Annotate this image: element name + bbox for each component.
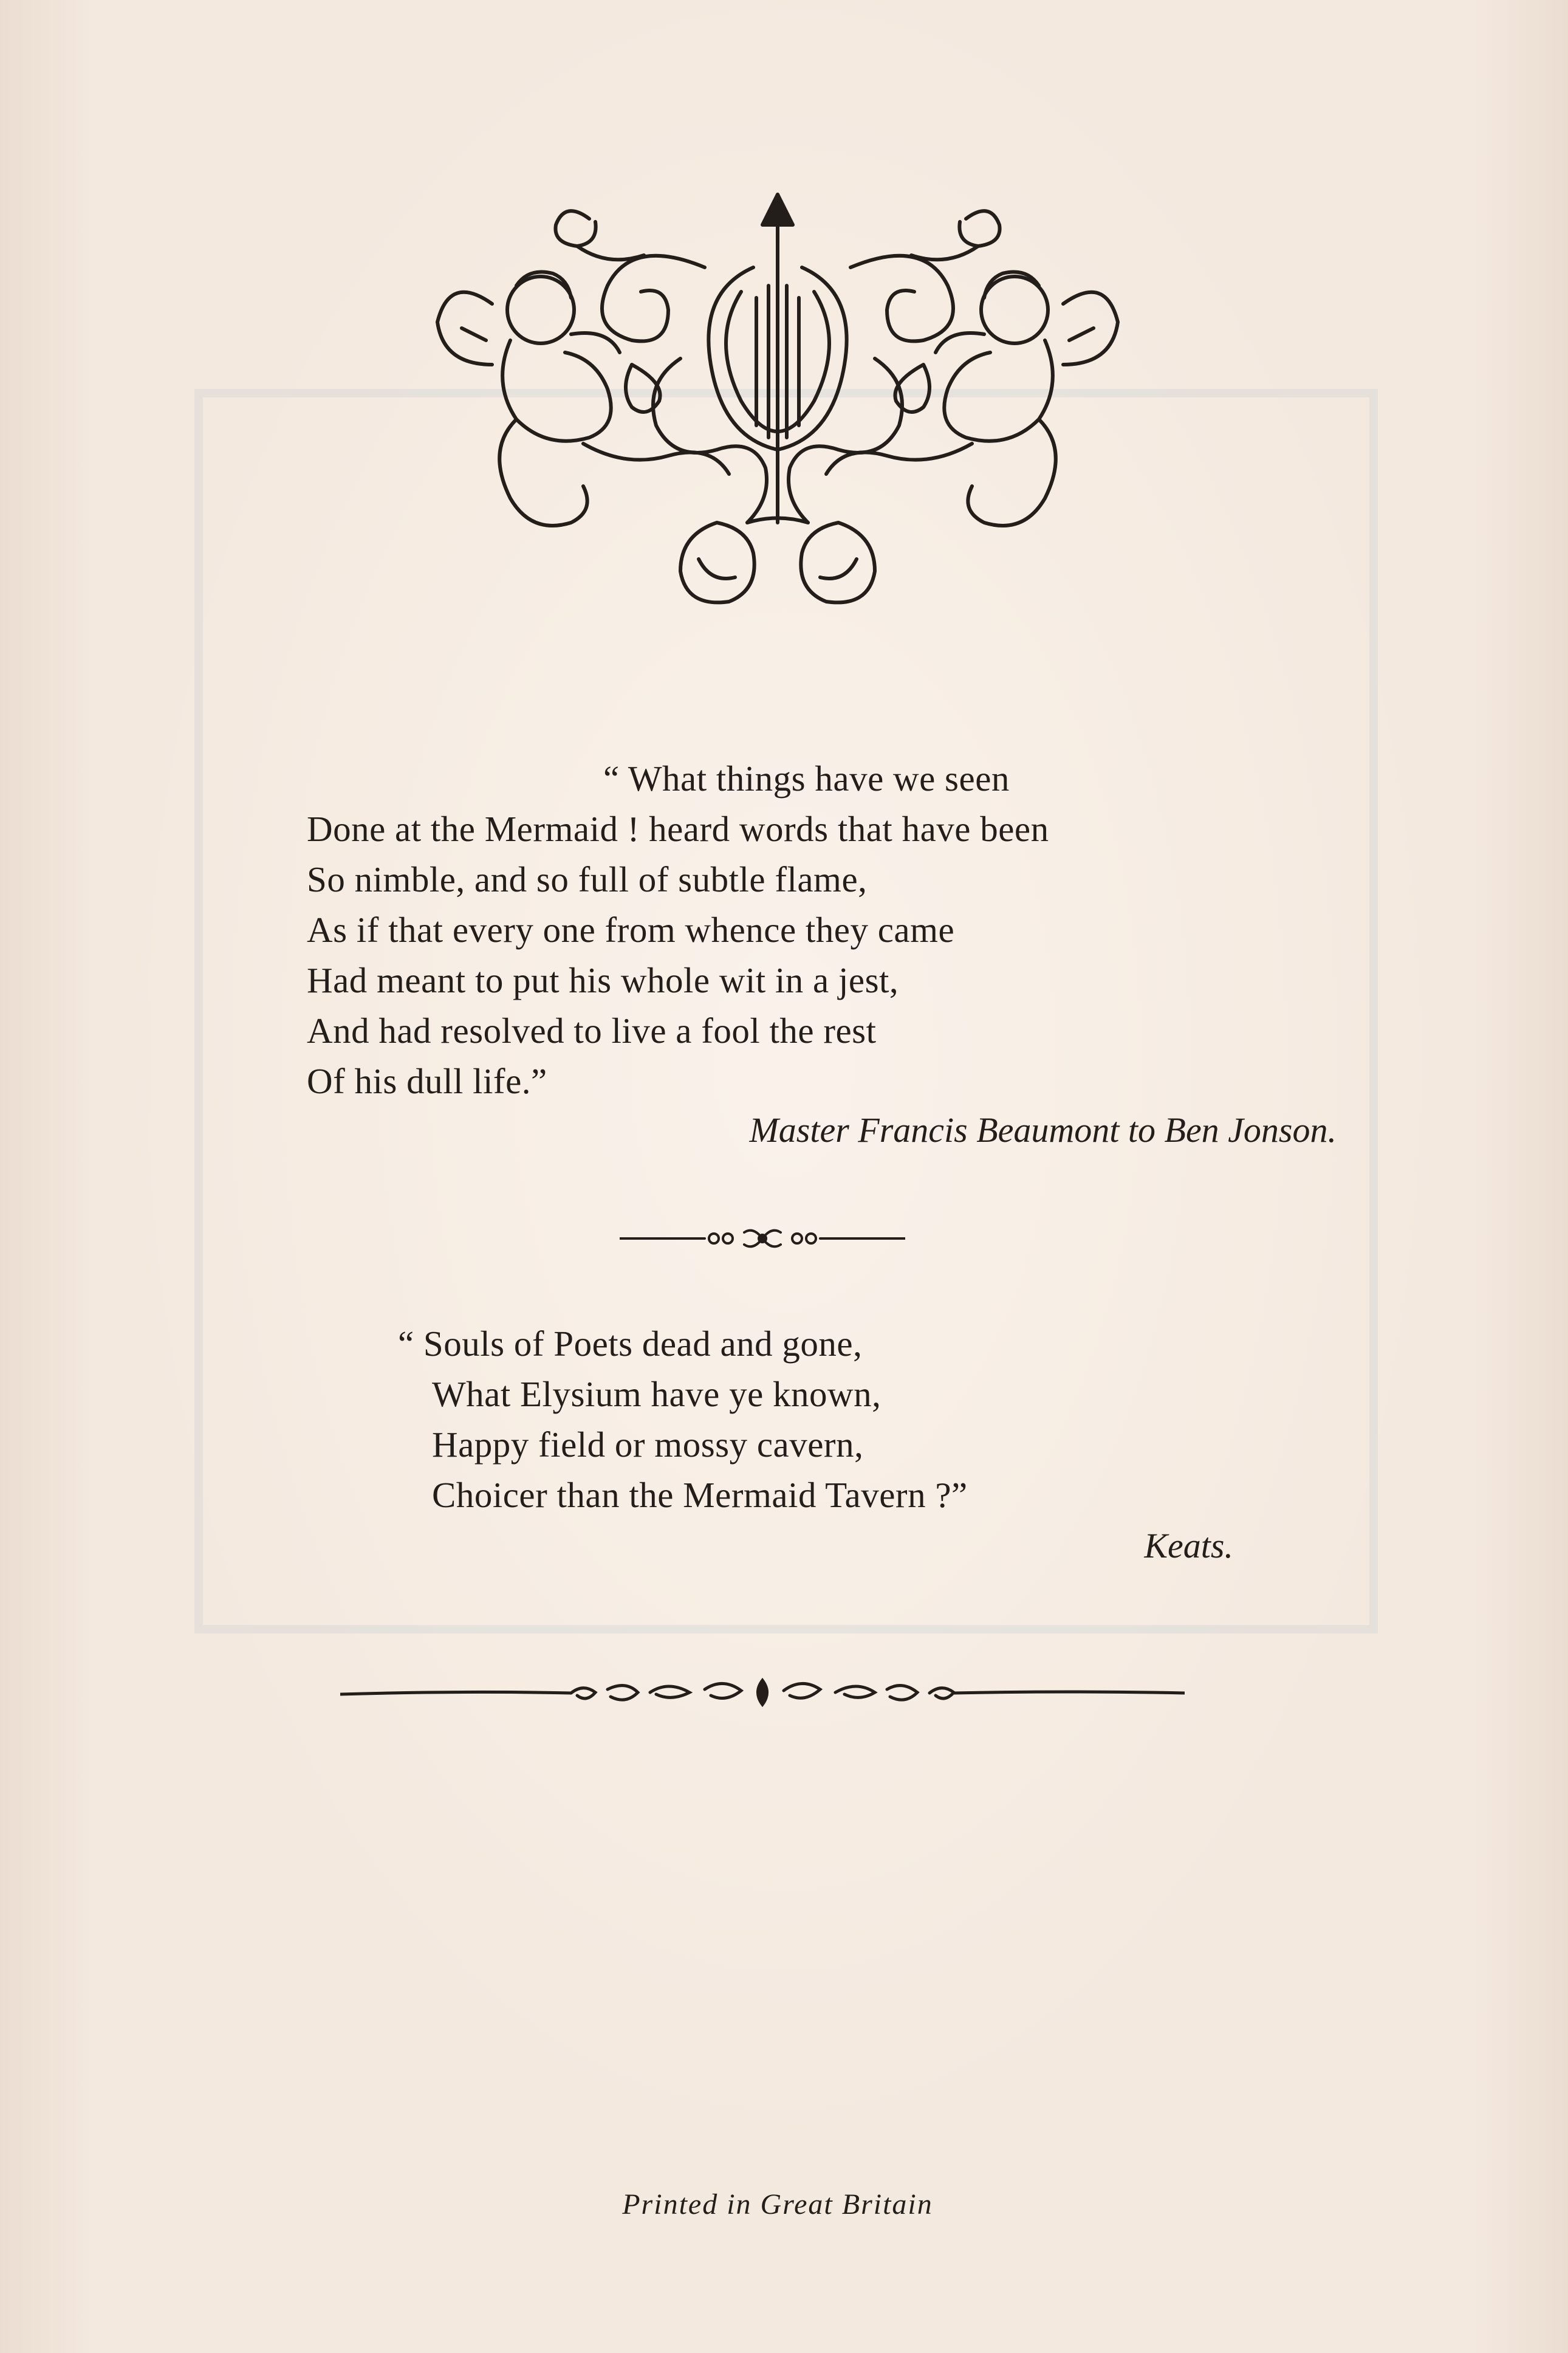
poem-line: Happy field or mossy cavern,: [432, 1424, 864, 1465]
poem-line: Had meant to put his whole wit in a jest,: [307, 960, 899, 1000]
scroll-flourish-divider: [340, 1665, 1185, 1720]
poem-line: Choicer than the Mermaid Tavern ?”: [432, 1475, 968, 1515]
poem-line: As if that every one from whence they came: [307, 910, 955, 950]
beaumont-attribution: Master Francis Beaumont to Ben Jonson.: [749, 1110, 1337, 1150]
small-flourish-divider: [620, 1220, 905, 1257]
keats-poem: [398, 1319, 968, 1520]
cherubs-lyre-ornament: [425, 182, 1130, 620]
poem-line: “ What things have we seen: [603, 758, 1010, 799]
poem-line: Of his dull life.”: [307, 1061, 547, 1101]
keats-attribution: Keats.: [1144, 1526, 1233, 1565]
poem-line: What Elysium have ye known,: [432, 1374, 882, 1414]
beaumont-poem: [307, 754, 1049, 1107]
printed-in-great-britain: Printed in Great Britain: [622, 2188, 933, 2221]
poem-line: Done at the Mermaid ! heard words that have been: [307, 809, 1049, 849]
poem-line: “ Souls of Poets dead and gone,: [398, 1324, 863, 1364]
poem-line: So nimble, and so full of subtle flame,: [307, 859, 868, 899]
poem-line: And had resolved to live a fool the rest: [307, 1011, 877, 1051]
